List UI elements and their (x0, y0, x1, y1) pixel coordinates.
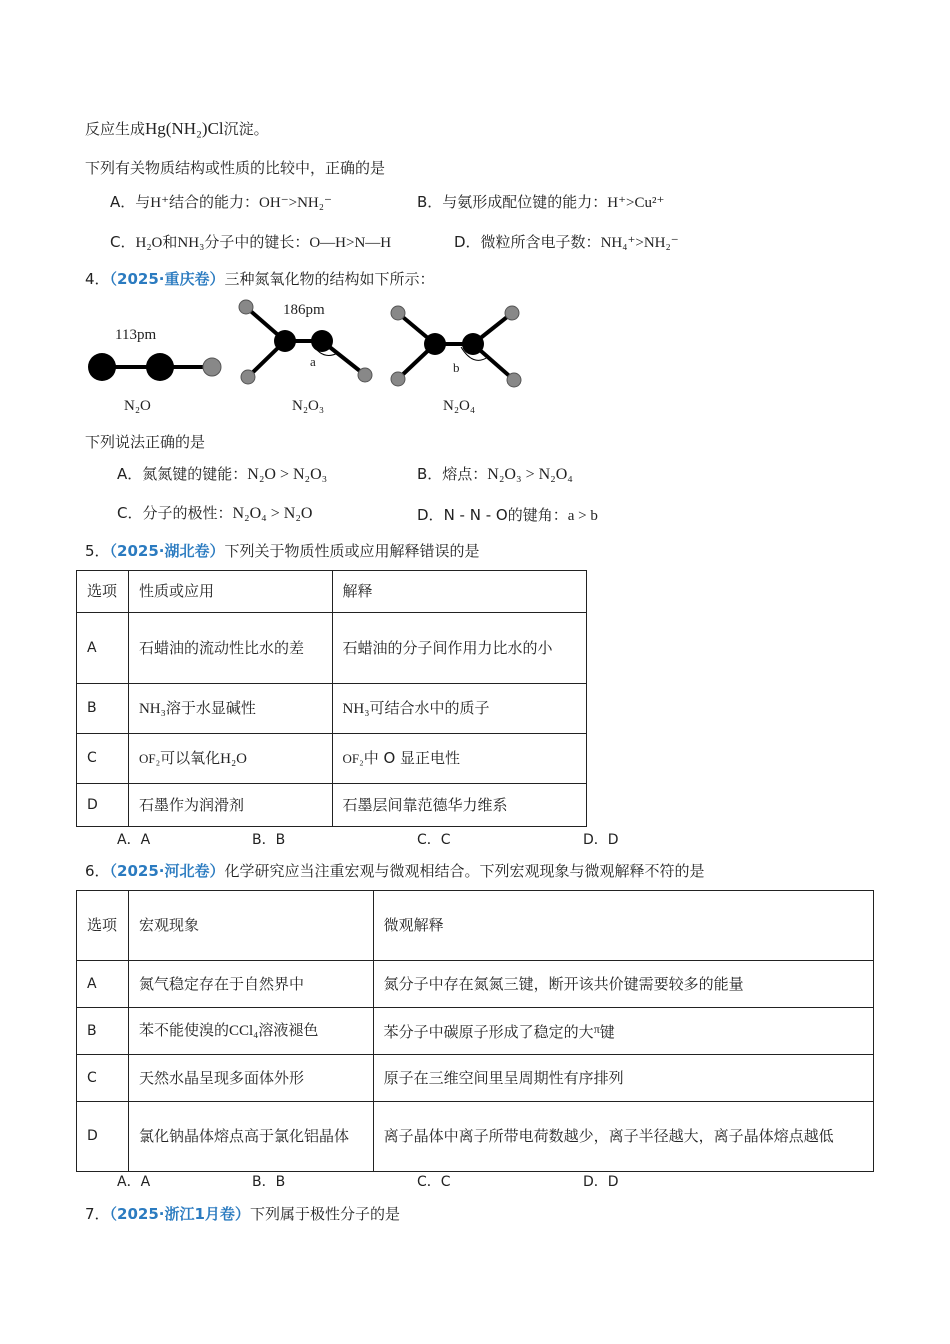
q7-heading: 7．（2025·浙江1月卷）下列属于极性分子的是 (85, 1205, 400, 1223)
q4-source: （2025·重庆卷） (109, 270, 225, 288)
table-row: C 天然水晶呈现多面体外形 原子在三维空间里呈周期性有序排列 (77, 1055, 874, 1102)
n2o3-angle-label: a (310, 354, 316, 369)
table-header: 选项 (77, 571, 129, 613)
q4-option-b[interactable]: B．熔点：N₂O₃ > N₂O₄ (417, 465, 573, 483)
q4-question: 下列说法正确的是 (85, 433, 206, 451)
q4-option-c[interactable]: C．分子的极性：N₂O₄ > N₂O (117, 504, 313, 522)
q5-answer-d[interactable]: D．D (583, 832, 619, 848)
table-row: A 氮气稳定存在于自然界中 氮分子中存在氮氮三键，断开该共价键需要较多的能量 (77, 961, 874, 1008)
n2o3-bond-length: 186pm (283, 302, 325, 318)
q3-option-d[interactable]: D．微粒所含电子数：NH₄⁺>NH₂⁻ (454, 233, 679, 251)
formula-hgnh2cl: Hg(NH₂)Cl (145, 119, 224, 138)
n2o4-name: N₂O₄ (443, 398, 476, 414)
table-header: 性质或应用 (128, 571, 332, 613)
n2o-bond-length: 113pm (115, 327, 157, 343)
q6-table (76, 890, 874, 1172)
table-header: 选项 (77, 891, 129, 961)
table-row: B NH₃溶于水显碱性 NH₃可结合水中的质子 (77, 684, 587, 734)
q5-heading: 5．（2025·湖北卷）下列关于物质性质或应用解释错误的是 (85, 542, 480, 560)
q3-intro-line: 反应生成Hg(NH₂)Cl沉淀。 (85, 119, 269, 138)
q4-option-d[interactable]: D．N - N - O的键角：a > b (417, 506, 598, 524)
table-header-row (77, 891, 874, 961)
q6-answer-c[interactable]: C．C (417, 1174, 451, 1190)
table-row: C OF₂可以氧化H₂O OF₂中 O 显正电性 (77, 734, 587, 784)
n2o4-angle-label: b (453, 360, 460, 375)
q6-source: （2025·河北卷） (109, 862, 225, 880)
table-header: 解释 (332, 571, 586, 613)
table-row: B 苯不能使溴的CCl₄溶液褪色 苯分子中碳原子形成了稳定的大$^\pi$键 (77, 1008, 874, 1055)
q3-option-b[interactable]: B．与氨形成配位键的能力：H⁺>Cu²⁺ (417, 193, 665, 211)
q7-source: （2025·浙江1月卷） (109, 1205, 250, 1223)
table-row: D 石墨作为润滑剂 石墨层间靠范德华力维系 (77, 784, 587, 827)
table-header: 宏观现象 (128, 891, 373, 961)
q4-option-a[interactable]: A．氮氮键的键能：N₂O > N₂O₃ (117, 465, 328, 483)
n2o3-name: N₂O₃ (292, 398, 325, 414)
q3-option-c[interactable]: C．H₂O和NH₃分子中的键长：O—H>N—H (110, 233, 392, 251)
q4-heading: 4．（2025·重庆卷）三种氮氧化物的结构如下所示： (85, 270, 435, 288)
n2o-name: N₂O (124, 398, 151, 414)
q5-table (76, 570, 587, 827)
q3-option-a[interactable]: A．与H⁺结合的能力：OH⁻>NH₂⁻ (110, 193, 332, 211)
q3-stem: 下列有关物质结构或性质的比较中，正确的是 (85, 159, 386, 177)
q6-answer-d[interactable]: D．D (583, 1174, 619, 1190)
table-row: A 石蜡油的流动性比水的差 石蜡油的分子间作用力比水的小 (77, 613, 587, 684)
q6-answer-b[interactable]: B．B (252, 1174, 286, 1190)
q6-answer-a[interactable]: A．A (117, 1174, 151, 1190)
table-header: 微观解释 (373, 891, 873, 961)
q6-heading: 6．（2025·河北卷）化学研究应当注重宏观与微观相结合。下列宏观现象与微观解释不符的是 (85, 862, 705, 880)
q5-answer-a[interactable]: A．A (117, 832, 151, 848)
q5-source: （2025·湖北卷） (109, 542, 225, 560)
table-row: D 氯化钠晶体熔点高于氯化铝晶体 离子晶体中离子所带电荷数越少，离子半径越大，离子晶体熔点越低 (77, 1102, 874, 1172)
q5-answer-b[interactable]: B．B (252, 832, 286, 848)
n2o-molecule (88, 353, 221, 381)
table-header-row (77, 571, 587, 613)
q5-answer-c[interactable]: C．C (417, 832, 451, 848)
